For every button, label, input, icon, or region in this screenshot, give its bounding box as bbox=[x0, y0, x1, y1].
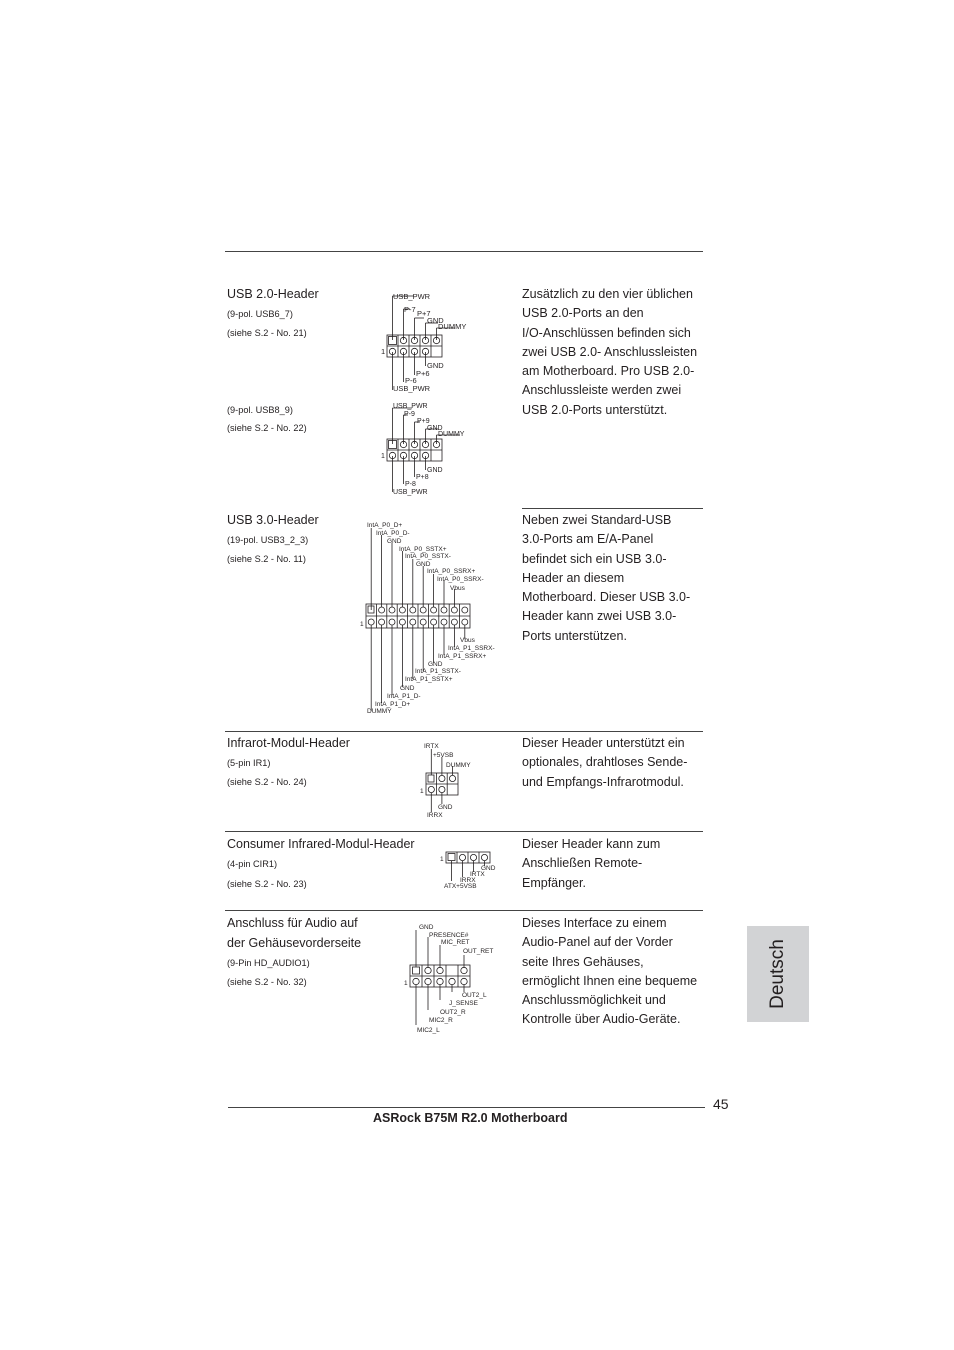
ir-pin-diagram bbox=[418, 740, 482, 822]
pin-label: GND bbox=[427, 316, 444, 325]
pin-label: P-6 bbox=[405, 376, 417, 385]
pin-label: J_SENSE bbox=[449, 1000, 478, 1007]
audio-title: Anschluss für Audio auf bbox=[227, 916, 358, 930]
desc-line: ermöglicht Ihnen eine bequeme bbox=[522, 973, 698, 988]
pin-one-label: 1 bbox=[360, 621, 364, 628]
desc-line: seite Ihres Gehäuses, bbox=[522, 954, 644, 969]
pin-label: GND bbox=[427, 361, 444, 370]
usb3-ref: (siehe S.2 - No. 11) bbox=[227, 554, 306, 564]
pin-label: PRESENCE# bbox=[429, 932, 469, 939]
pin-label: IntA_P0_D+ bbox=[367, 522, 403, 529]
pin-label: IntA_P1_SSTX- bbox=[415, 668, 461, 675]
pin-label: IntA_P1_D+ bbox=[375, 701, 411, 708]
usb3-title: USB 3.0-Header bbox=[227, 513, 319, 527]
pin-label: P+9 bbox=[417, 418, 430, 425]
desc-line: Header kann zwei USB 3.0- bbox=[522, 609, 677, 624]
desc-line: und Empfangs-Infrarotmodul. bbox=[522, 774, 684, 789]
audio-pin-diagram bbox=[404, 920, 504, 1038]
pin-label: GND bbox=[387, 538, 402, 545]
pin-label: IntA_P0_SSRX- bbox=[437, 576, 484, 583]
ir-description bbox=[522, 734, 707, 792]
pin-label: P-7 bbox=[404, 305, 416, 314]
pin-one-label: 1 bbox=[440, 856, 444, 863]
cir-sub: (4-pin CIR1) bbox=[227, 859, 278, 869]
ir-ref: (siehe S.2 - No. 24) bbox=[227, 777, 307, 787]
usb2-sub-usb67: (9-pol. USB6_7) bbox=[227, 309, 293, 319]
pin-label: MIC2_R bbox=[429, 1017, 453, 1024]
usb67-pin-diagram bbox=[380, 290, 470, 396]
desc-line: Anschlussmöglichkeit und bbox=[522, 993, 666, 1008]
pin-label: DUMMY bbox=[446, 762, 471, 769]
desc-line: Neben zwei Standard-USB bbox=[522, 513, 672, 527]
pin-label: +5VSB bbox=[433, 752, 454, 759]
desc-line: Dieses Interface zu einem bbox=[522, 916, 667, 930]
pin-label: DUMMY bbox=[438, 322, 467, 331]
pin-label: Vbus bbox=[460, 637, 475, 644]
pin-label: OUT2_R bbox=[440, 1009, 466, 1016]
desc-line: Dieser Header kann zum bbox=[522, 837, 661, 851]
pin-label: IRTX bbox=[470, 871, 485, 878]
pin-label: GND bbox=[438, 804, 453, 811]
pin-label: IntA_P0_SSTX+ bbox=[399, 546, 447, 553]
pin-label: GND bbox=[419, 924, 434, 931]
pin-label: IRRX bbox=[460, 877, 476, 884]
pin-one-label: 1 bbox=[381, 453, 385, 460]
usb3-sub: (19-pol. USB3_2_3) bbox=[227, 535, 309, 545]
pin-label: USB_PWR bbox=[393, 403, 428, 410]
pin-label: IRTX bbox=[424, 743, 439, 750]
pin-label: USB_PWR bbox=[393, 489, 428, 496]
pin-label: DUMMY bbox=[367, 708, 392, 715]
ir-title: Infrarot-Modul-Header bbox=[227, 736, 350, 750]
desc-line: Ports unterstützen. bbox=[522, 628, 627, 643]
pin-label: GND bbox=[400, 685, 415, 692]
pin-label: GND bbox=[427, 425, 443, 432]
desc-line: USB 2.0-Ports unterstützt. bbox=[522, 402, 668, 417]
pin-label: MIC2_L bbox=[417, 1027, 440, 1034]
desc-line: Kontrolle über Audio-Geräte. bbox=[522, 1012, 681, 1027]
pin-label: GND bbox=[428, 661, 443, 668]
pin-label: IntA_P1_SSTX+ bbox=[405, 676, 453, 683]
language-tab bbox=[747, 926, 809, 1022]
pin-one-label: 1 bbox=[420, 788, 424, 795]
pin-label: USB_PWR bbox=[393, 384, 431, 393]
pin-label: OUT_RET bbox=[463, 948, 494, 955]
pin-label: GND bbox=[481, 865, 496, 872]
desc-line: Audio-Panel auf der Vorder bbox=[522, 935, 673, 950]
cir-ref: (siehe S.2 - No. 23) bbox=[227, 879, 307, 889]
usb2-description bbox=[522, 285, 707, 420]
audio-description bbox=[522, 914, 707, 1030]
desc-line: Anschließen Remote- bbox=[522, 856, 643, 871]
pin-label: MIC_RET bbox=[441, 939, 470, 946]
pin-one-label: 1 bbox=[404, 980, 408, 987]
pin-label: P+6 bbox=[416, 369, 430, 378]
usb2-sub-usb89: (9-pol. USB8_9) bbox=[227, 405, 293, 415]
pin-label: IntA_P0_D- bbox=[376, 530, 410, 537]
desc-line: Header an diesem bbox=[522, 570, 625, 585]
cir-title: Consumer Infrared-Modul-Header bbox=[227, 837, 415, 851]
usb3-description bbox=[522, 511, 707, 646]
desc-line: optionales, drahtloses Sende- bbox=[522, 755, 688, 770]
pin-label: Vbus bbox=[450, 585, 465, 592]
section-divider bbox=[225, 731, 703, 732]
pin-label: DUMMY bbox=[438, 431, 465, 438]
pin-label: IntA_P1_SSRX+ bbox=[438, 653, 487, 660]
audio-sub: (9-Pin HD_AUDIO1) bbox=[227, 958, 310, 968]
pin-label: USB_PWR bbox=[393, 292, 431, 301]
pin-label: IRRX bbox=[427, 812, 443, 819]
desc-line: Dieser Header unterstützt ein bbox=[522, 736, 685, 750]
usb89-pin-diagram bbox=[380, 400, 472, 498]
desc-line: Motherboard. Dieser USB 3.0- bbox=[522, 590, 691, 605]
desc-line: zwei USB 2.0- Anschlussleisten bbox=[522, 344, 698, 359]
pin-label: GND bbox=[416, 561, 431, 568]
usb2-ref-21: (siehe S.2 - No. 21) bbox=[227, 328, 307, 338]
desc-line: 3.0-Ports am E/A-Panel bbox=[522, 532, 654, 547]
pin-label: P+8 bbox=[416, 474, 429, 481]
pin-label: P-8 bbox=[405, 481, 416, 488]
desc-line: befindet sich ein USB 3.0- bbox=[522, 551, 667, 566]
audio-ref: (siehe S.2 - No. 32) bbox=[227, 977, 307, 987]
desc-line: Zusätzlich zu den vier üblichen bbox=[522, 287, 693, 301]
desc-line: Empfänger. bbox=[522, 875, 586, 890]
usb3-pin-diagram bbox=[358, 518, 498, 718]
ir-sub: (5-pin IR1) bbox=[227, 758, 271, 768]
usb2-title: USB 2.0-Header bbox=[227, 287, 319, 301]
pin-label: IntA_P0_SSTX- bbox=[405, 553, 451, 560]
pin-one-label: 1 bbox=[381, 347, 386, 356]
pin-label: GND bbox=[427, 467, 443, 474]
desc-line: USB 2.0-Ports an den bbox=[522, 306, 644, 321]
cir-description bbox=[522, 835, 707, 893]
section-divider bbox=[522, 508, 703, 509]
pin-label: IntA_P1_SSRX- bbox=[448, 645, 495, 652]
pin-label: ATX+5VSB bbox=[444, 883, 477, 890]
desc-line: I/O-Anschlüssen befinden sich bbox=[522, 325, 691, 340]
language-tab-label: Deutsch bbox=[767, 939, 788, 1009]
pin-label: P+7 bbox=[417, 309, 431, 318]
cir-pin-diagram bbox=[440, 848, 502, 892]
footer-rule bbox=[228, 1107, 705, 1108]
desc-line: Anschlussleiste werden zwei bbox=[522, 383, 682, 398]
section-divider bbox=[225, 910, 703, 911]
section-divider bbox=[225, 831, 703, 832]
pin-label: P-9 bbox=[404, 411, 415, 418]
pin-label: IntA_P0_SSRX+ bbox=[427, 568, 476, 575]
audio-title-line2: der Gehäusevorderseite bbox=[227, 936, 362, 950]
pin-label: IntA_P1_D- bbox=[387, 693, 421, 700]
footer-product-name: ASRock B75M R2.0 Motherboard bbox=[373, 1111, 568, 1125]
top-rule bbox=[225, 251, 703, 252]
desc-line: am Motherboard. Pro USB 2.0- bbox=[522, 364, 695, 379]
usb2-ref-22: (siehe S.2 - No. 22) bbox=[227, 423, 307, 433]
pin-label: OUT2_L bbox=[462, 992, 487, 999]
page-number: 45 bbox=[713, 1096, 729, 1112]
